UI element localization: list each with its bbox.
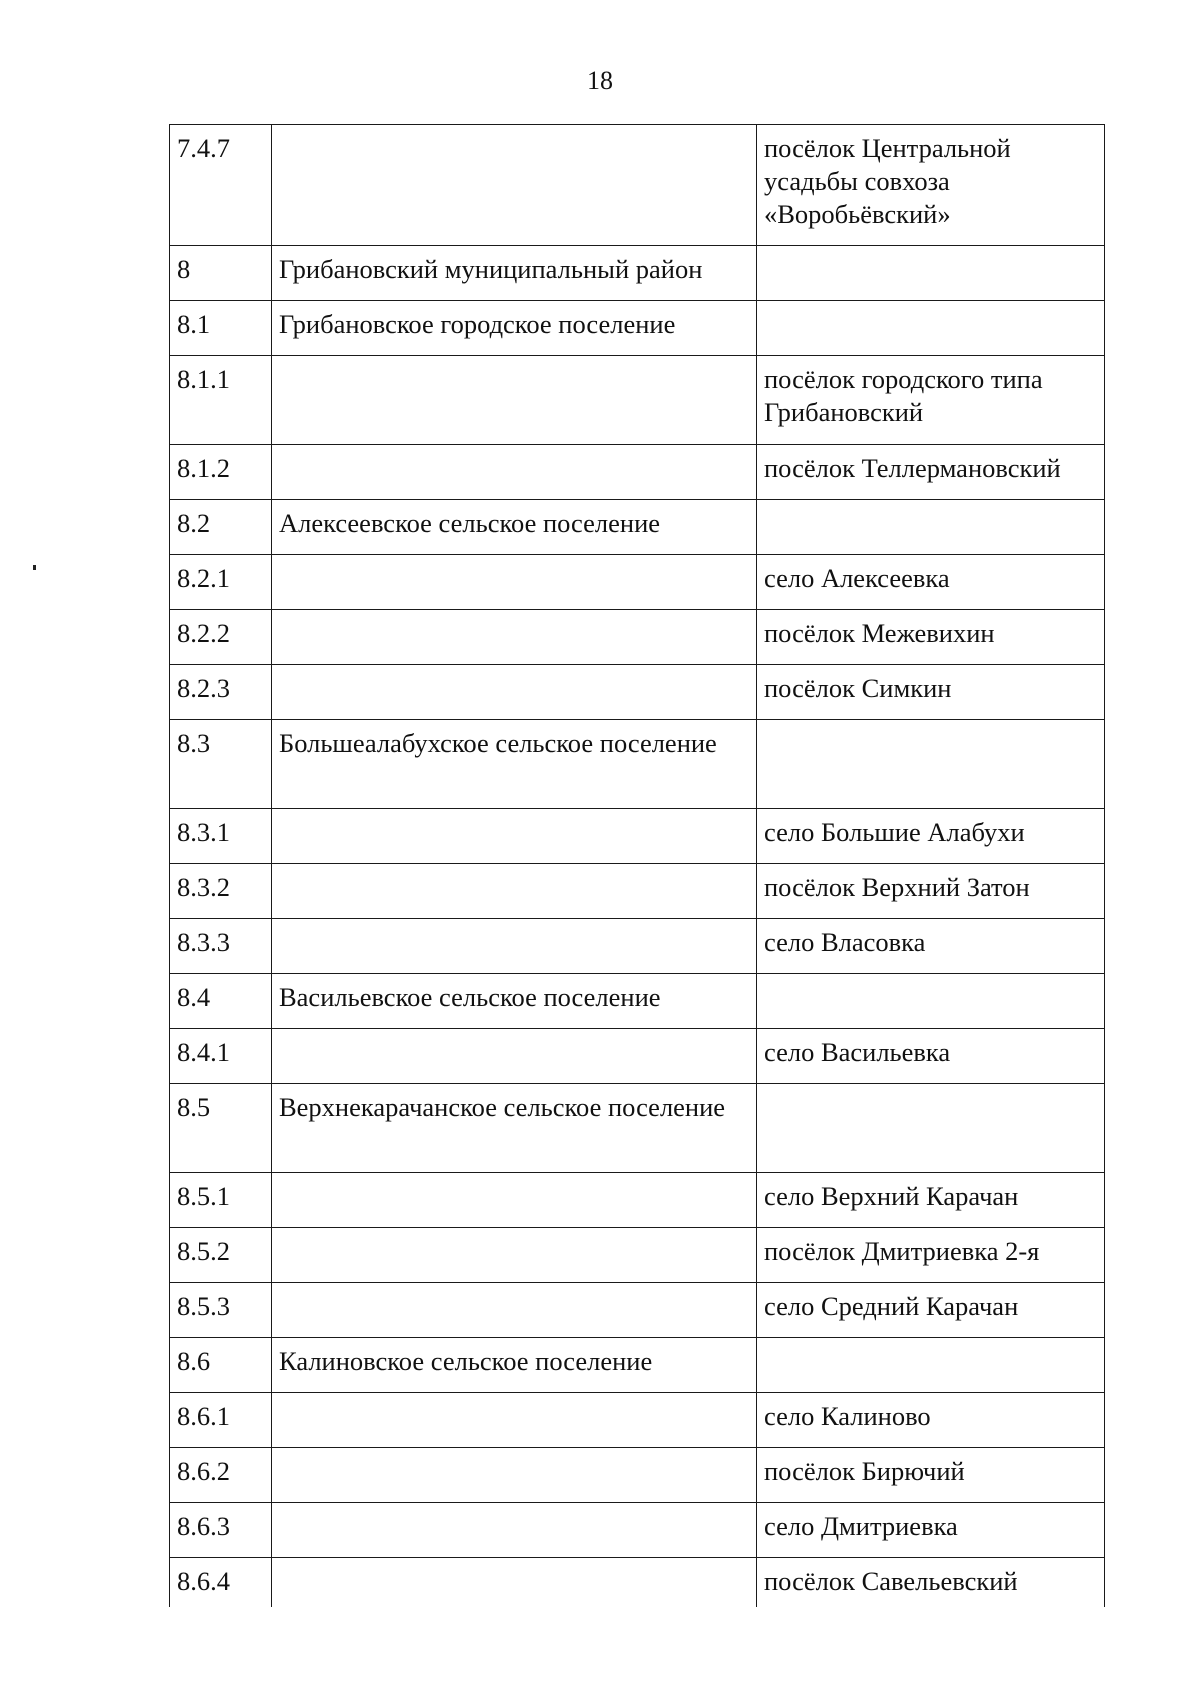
row-number-cell: 8.5.1 [170, 1173, 272, 1228]
municipality-name-cell [272, 1558, 757, 1608]
row-number-cell: 8.2.1 [170, 555, 272, 610]
municipality-name-cell [272, 1448, 757, 1503]
settlement-name-cell: посёлок городского типа Грибановский [757, 356, 1105, 445]
municipality-name-cell [272, 809, 757, 864]
settlement-name-cell: посёлок Теллермановский [757, 445, 1105, 500]
row-number-cell: 8.3.1 [170, 809, 272, 864]
row-number-cell: 8.5 [170, 1084, 272, 1173]
table-row [170, 665, 1105, 720]
settlement-name-cell [757, 246, 1105, 301]
settlement-name-cell: село Алексеевка [757, 555, 1105, 610]
table-row [170, 974, 1105, 1029]
settlement-name-cell [757, 500, 1105, 555]
row-number-cell: 8.6.3 [170, 1503, 272, 1558]
scan-speck [33, 565, 36, 570]
settlement-name-cell: село Большие Алабухи [757, 809, 1105, 864]
table-row [170, 1173, 1105, 1228]
table-row [170, 1338, 1105, 1393]
table-row [170, 1393, 1105, 1448]
settlement-name-cell: село Средний Карачан [757, 1283, 1105, 1338]
settlement-name-cell: посёлок Центральной усадьбы совхоза «Воробьёвский» [757, 125, 1105, 246]
row-number-cell: 8.4 [170, 974, 272, 1029]
settlements-table [169, 124, 1105, 1607]
table-row [170, 246, 1105, 301]
municipality-name-cell [272, 864, 757, 919]
municipality-name-cell [272, 1283, 757, 1338]
municipality-name-cell: Васильевское сельское поселение [272, 974, 757, 1029]
municipality-name-cell [272, 555, 757, 610]
table-row [170, 720, 1105, 809]
row-number-cell: 8.1.2 [170, 445, 272, 500]
settlement-name-cell [757, 1084, 1105, 1173]
settlement-name-cell: посёлок Верхний Затон [757, 864, 1105, 919]
municipality-name-cell: Грибановское городское поселение [272, 301, 757, 356]
settlement-name-cell: посёлок Симкин [757, 665, 1105, 720]
row-number-cell: 8.2.2 [170, 610, 272, 665]
municipality-name-cell: Верхнекарачанское сельское поселение [272, 1084, 757, 1173]
row-number-cell: 8.1.1 [170, 356, 272, 445]
table-row [170, 301, 1105, 356]
municipality-name-cell [272, 445, 757, 500]
table-row [170, 356, 1105, 445]
table-row [170, 610, 1105, 665]
municipality-name-cell [272, 1173, 757, 1228]
row-number-cell: 8.1 [170, 301, 272, 356]
table-row [170, 809, 1105, 864]
settlement-name-cell: село Власовка [757, 919, 1105, 974]
settlement-name-cell: посёлок Межевихин [757, 610, 1105, 665]
row-number-cell: 8.3 [170, 720, 272, 809]
municipality-name-cell: Грибановский муниципальный район [272, 246, 757, 301]
table-body [170, 125, 1105, 1608]
table-row [170, 1029, 1105, 1084]
municipality-name-cell: Большеалабухское сельское поселение [272, 720, 757, 809]
municipality-name-cell [272, 610, 757, 665]
table-row [170, 555, 1105, 610]
municipality-name-cell [272, 665, 757, 720]
settlement-name-cell: село Верхний Карачан [757, 1173, 1105, 1228]
row-number-cell: 8.3.3 [170, 919, 272, 974]
settlement-name-cell: посёлок Савельевский [757, 1558, 1105, 1608]
table-row [170, 864, 1105, 919]
table-row [170, 919, 1105, 974]
settlement-name-cell: посёлок Бирючий [757, 1448, 1105, 1503]
table-row [170, 125, 1105, 246]
table-row [170, 1558, 1105, 1608]
row-number-cell: 8.2.3 [170, 665, 272, 720]
page-number: 18 [587, 66, 613, 95]
row-number-cell: 8.6.1 [170, 1393, 272, 1448]
row-number-cell: 8 [170, 246, 272, 301]
municipality-name-cell: Калиновское сельское поселение [272, 1338, 757, 1393]
municipality-name-cell [272, 356, 757, 445]
table-row [170, 445, 1105, 500]
table-row [170, 1503, 1105, 1558]
settlement-name-cell [757, 301, 1105, 356]
municipality-name-cell [272, 1393, 757, 1448]
municipality-name-cell [272, 1228, 757, 1283]
settlement-name-cell [757, 974, 1105, 1029]
table-row [170, 1283, 1105, 1338]
row-number-cell: 8.6.4 [170, 1558, 272, 1608]
row-number-cell: 8.6.2 [170, 1448, 272, 1503]
municipality-name-cell [272, 1029, 757, 1084]
table-row [170, 1448, 1105, 1503]
row-number-cell: 8.2 [170, 500, 272, 555]
settlement-name-cell: село Калиново [757, 1393, 1105, 1448]
settlement-name-cell [757, 1338, 1105, 1393]
settlement-name-cell: посёлок Дмитриевка 2-я [757, 1228, 1105, 1283]
row-number-cell: 8.6 [170, 1338, 272, 1393]
settlement-name-cell [757, 720, 1105, 809]
row-number-cell: 8.5.2 [170, 1228, 272, 1283]
row-number-cell: 7.4.7 [170, 125, 272, 246]
row-number-cell: 8.5.3 [170, 1283, 272, 1338]
table-row [170, 1228, 1105, 1283]
settlement-name-cell: село Васильевка [757, 1029, 1105, 1084]
municipality-name-cell [272, 919, 757, 974]
settlement-name-cell: село Дмитриевка [757, 1503, 1105, 1558]
table-row [170, 500, 1105, 555]
table-row [170, 1084, 1105, 1173]
row-number-cell: 8.3.2 [170, 864, 272, 919]
municipality-name-cell: Алексеевское сельское поселение [272, 500, 757, 555]
row-number-cell: 8.4.1 [170, 1029, 272, 1084]
municipality-name-cell [272, 1503, 757, 1558]
municipality-name-cell [272, 125, 757, 246]
